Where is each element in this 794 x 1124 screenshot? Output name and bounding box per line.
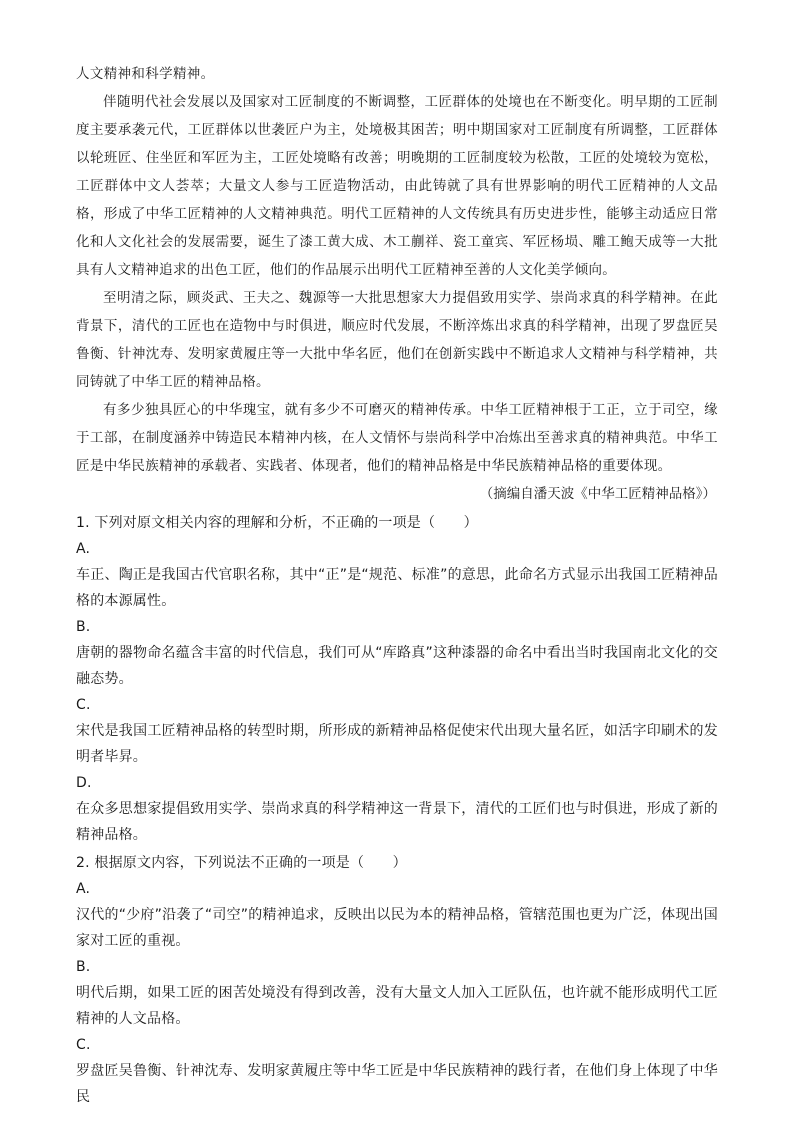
option-text: 宋代是我国工匠精神品格的转型时期，所形成的新精神品格促使宋代出现大量名匠，如活字印刷术的发明者毕昇。 bbox=[76, 723, 718, 765]
option-c[interactable] bbox=[76, 692, 718, 770]
option-text: 罗盘匠吴鲁衡、针神沈寿、发明家黄履庄等中华工匠是中华民族精神的践行者，在他们身上体现了中华民 bbox=[76, 1063, 718, 1105]
option-b[interactable] bbox=[76, 954, 718, 1032]
option-letter: C. bbox=[76, 1037, 91, 1053]
option-text: 在众多思想家提倡致用实学、崇尚求真的科学精神这一背景下，清代的工匠们也与时俱进，形成了新的精神品格。 bbox=[76, 801, 718, 843]
option-text: 唐朝的器物命名蕴含丰富的时代信息，我们可从“库路真”这种漆器的命名中看出当时我国南北文化的交融态势。 bbox=[76, 645, 718, 687]
option-a[interactable] bbox=[76, 876, 718, 954]
option-letter: B. bbox=[76, 619, 91, 635]
option-letter: D. bbox=[76, 775, 92, 791]
option-b[interactable] bbox=[76, 614, 718, 692]
passage-paragraph: 伴随明代社会发展以及国家对工匠制度的不断调整，工匠群体的处境也在不断变化。明早期的工匠制度主要承袭元代，工匠群体以世袭匠户为主，处境极其困苦；明中期国家对工匠制度有所调整，工匠群体以轮班匠、住坐匠和军匠为主，工匠处境略有改善；明晚期的工匠制度较为松散，工匠的处境较为宽松，工匠群体中文人荟萃；大量文人参与工匠造物活动，由此铸就了具有世界影响的明代工匠精神的人文品格，形成了中华工匠精神的人文精神典范。明代工匠精神的人文传统具有历史进步性，能够主动适应日常化和人文化社会的发展需要，诞生了漆工黄大成、木工蒯祥、瓷工童宾、军匠杨埙、雕工鲍天成等一大批具有人文精神追求的出色工匠，他们的作品展示出明代工匠精神至善的人文化美学倾向。 bbox=[76, 94, 718, 278]
option-letter: B. bbox=[76, 959, 91, 975]
option-letter: A. bbox=[76, 881, 91, 897]
option-letter: C. bbox=[76, 697, 91, 713]
question-1 bbox=[76, 510, 718, 848]
passage-continuation: 人文精神和科学精神。 bbox=[76, 66, 215, 82]
option-text: 汉代的“少府”沿袭了“司空”的精神追求，反映出以民为本的精神品格，管辖范围也更为广泛，体现出国家对工匠的重视。 bbox=[76, 907, 718, 949]
option-c[interactable] bbox=[76, 1032, 718, 1110]
option-letter: A. bbox=[76, 541, 91, 557]
option-a[interactable] bbox=[76, 536, 718, 614]
passage-paragraph: 有多少独具匠心的中华瑰宝，就有多少不可磨灭的精神传承。中华工匠精神根于工正，立于司空，缘于工部，在制度涵养中铸造民本精神内核，在人文情怀与崇尚科学中冶炼出至善求真的精神典范。中华工匠是中华民族精神的承载者、实践者、体现者，他们的精神品格是中华民族精神品格的重要体现。 bbox=[76, 402, 718, 474]
question-stem: 2. 根据原文内容，下列说法不正确的一项是（ ） bbox=[76, 855, 407, 871]
question-list bbox=[76, 510, 718, 1110]
option-text: 明代后期，如果工匠的困苦处境没有得到改善，没有大量文人加入工匠队伍，也许就不能形成明代工匠精神的人文品格。 bbox=[76, 985, 718, 1027]
passage-source: （摘编自潘天波《中华工匠精神品格》） bbox=[479, 486, 716, 502]
question-2 bbox=[76, 850, 718, 1110]
question-stem: 1. 下列对原文相关内容的理解和分析，不正确的一项是（ ） bbox=[76, 515, 478, 531]
option-text: 车正、陶正是我国古代官职名称，其中“正”是“规范、标准”的意思，此命名方式显示出我国工匠精神品格的本源属性。 bbox=[76, 567, 718, 609]
passage-paragraph: 至明清之际，顾炎武、王夫之、魏源等一大批思想家大力提倡致用实学、崇尚求真的科学精神。在此背景下，清代的工匠也在造物中与时俱进，顺应时代发展，不断淬炼出求真的科学精神，出现了罗盘匠吴鲁衡、针神沈寿、发明家黄履庄等一大批中华名匠，他们在创新实践中不断追求人文精神与科学精神，共同铸就了中华工匠的精神品格。 bbox=[76, 290, 718, 390]
option-d[interactable] bbox=[76, 770, 718, 848]
reading-passage bbox=[76, 60, 718, 480]
